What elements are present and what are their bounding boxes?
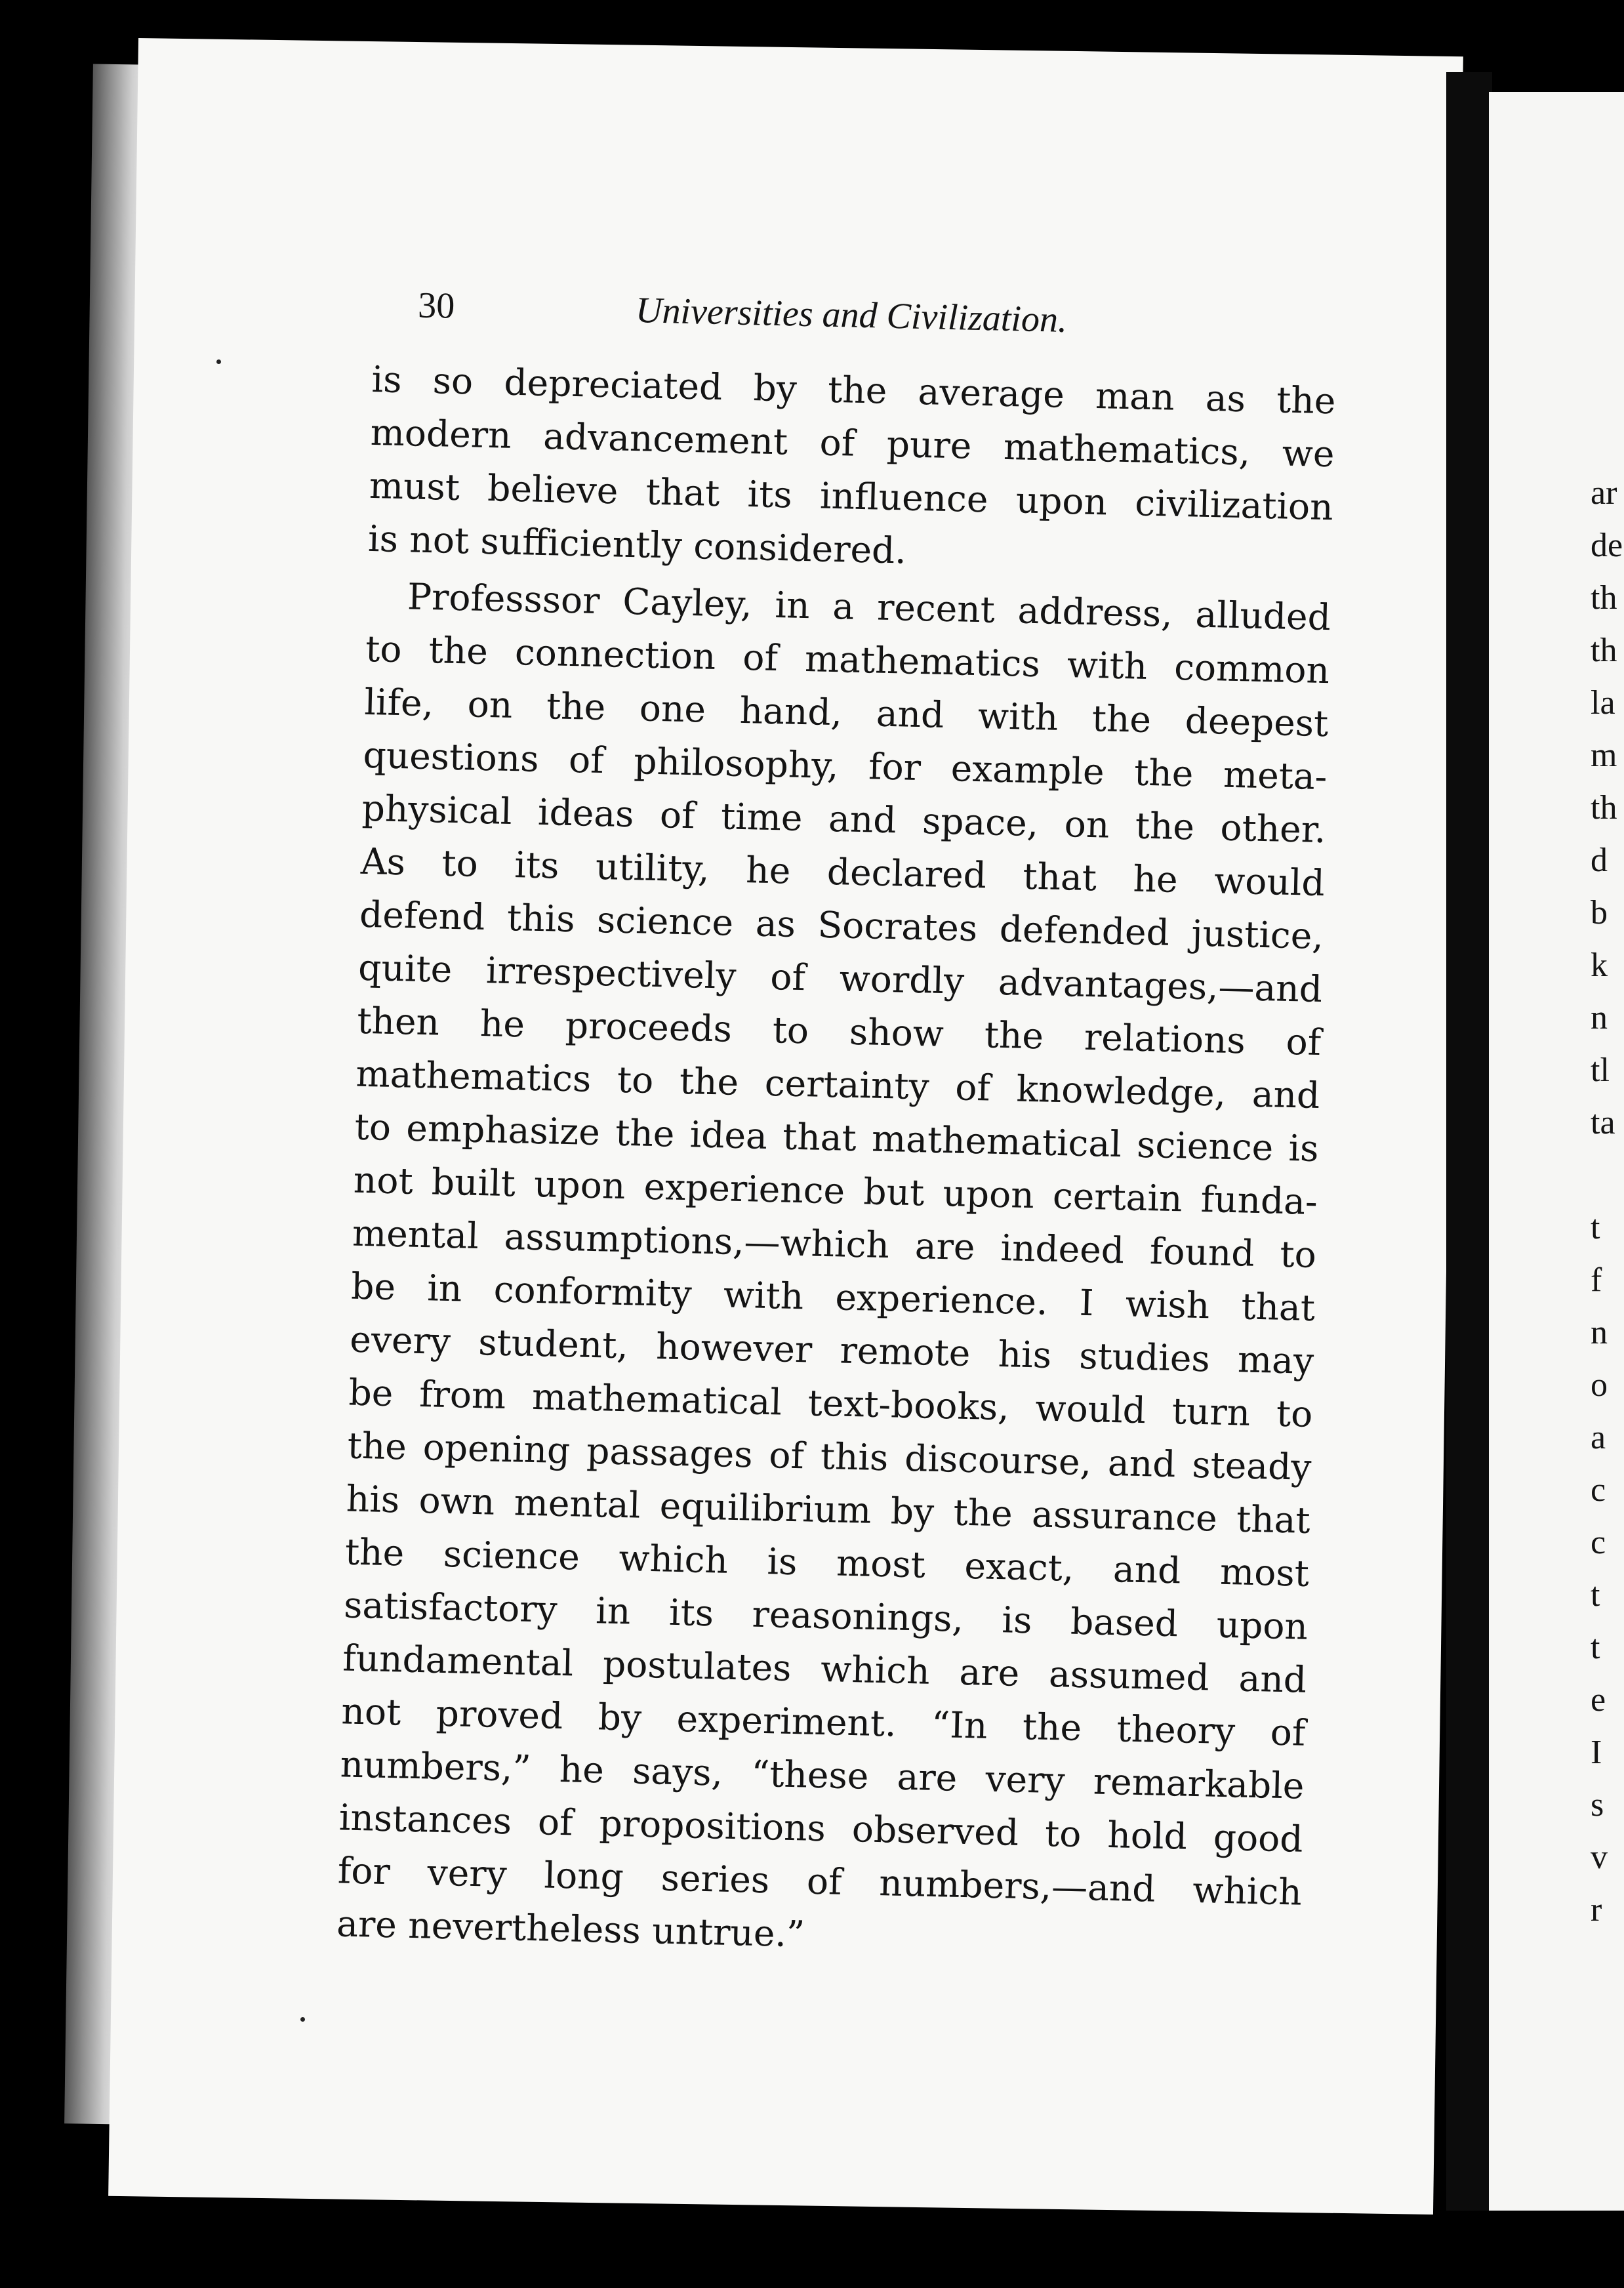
text-line: Professsor Cayley, in a recent address, alluded [407,575,1331,639]
page-number: 30 [417,285,455,327]
facing-page-fragment: n [1591,999,1608,1036]
text-line: modern advancement of pure mathematics, we [370,411,1335,476]
text-line: mathematics to the certainty of knowledge, and [355,1052,1321,1117]
facing-page-fragment: c [1591,1471,1606,1509]
text-line: quite irrespectively of wordly advantages,—and [357,946,1323,1011]
text-line: be from mathematical text-books, would turn to [348,1371,1313,1435]
text-line: are nevertheless untrue.” [336,1902,805,1955]
facing-page-fragment: c [1591,1524,1606,1561]
text-line: As to its utility, he declared that he would [360,840,1326,905]
text-line: is not sufficiently considered. [367,517,907,572]
text-line: to emphasize the idea that mathematical science is [354,1105,1320,1170]
facing-page-fragment: a [1591,1419,1606,1456]
facing-page-fragment [1591,1149,1623,1202]
facing-page-fragment: ta [1591,1104,1615,1141]
facing-page-fragment: t [1591,1209,1600,1246]
facing-page-fragment: tl [1591,1052,1610,1089]
facing-page-fragment: d [1591,842,1608,879]
text-line: mental assumptions,—which are indeed found to [352,1212,1317,1276]
facing-page-fragment: f [1591,1261,1602,1299]
text-line: to the connection of mathematics with common [365,627,1330,692]
text-line: numbers,” he says, “these are very remarkable [340,1743,1305,1807]
speck [216,359,221,364]
facing-page-fragment: e [1591,1681,1606,1719]
facing-page-fragment: t [1591,1629,1600,1666]
text-line: the opening passages of this discourse, and steady [347,1424,1312,1488]
facing-page-fragment: o [1591,1366,1608,1404]
text-line: defend this science as Socrates defended justice, [359,893,1324,958]
facing-page-fragment: th [1591,632,1617,669]
text-line: then he proceeds to show the relations of [356,999,1322,1064]
facing-page-fragment: m [1591,737,1617,774]
text-line: his own mental equilibrium by the assurance that [346,1477,1311,1542]
book-gutter [1446,72,1492,2211]
facing-page-fragment: n [1591,1314,1608,1351]
facing-page-fragment: la [1591,684,1615,722]
facing-page-fragment: r [1591,1891,1602,1929]
facing-page-text [1591,467,1623,1936]
text-line: be in conformity with experience. I wish that [350,1265,1316,1329]
body-text [336,353,1336,1972]
text-line: the science which is most exact, and most [344,1530,1310,1595]
facing-page-fragment: th [1591,789,1617,827]
facing-page-fragment: I [1591,1734,1602,1771]
running-head: Universities and Civilization. [635,290,1068,340]
text-line: instances of propositions observed to hold good [338,1796,1304,1860]
page-text-block [336,283,1337,1972]
facing-page-fragment: v [1591,1839,1608,1876]
text-line: must believe that its influence upon civilization [369,464,1334,529]
text-line: fundamental postulates which are assumed and [342,1637,1307,1701]
facing-page-fragment: b [1591,894,1608,931]
facing-page-fragment: k [1591,947,1608,984]
text-line: life, on the one hand, and with the deepest [363,680,1329,745]
text-line: satisfactory in its reasonings, is based upon [343,1583,1309,1648]
text-line: every student, however remote his studies may [349,1318,1314,1382]
speck [300,2017,305,2022]
facing-page-fragment: s [1591,1786,1604,1824]
facing-page-fragment: ar [1591,474,1617,512]
text-line: for very long series of numbers,—and which [337,1849,1303,1913]
facing-page-fragment: th [1591,579,1617,617]
facing-page-fragment: de [1591,527,1623,564]
text-line: is so depreciated by the average man as the [371,358,1337,422]
text-line: not built upon experience but upon certain funda- [353,1158,1318,1223]
text-line: questions of philosophy, for example the meta- [362,733,1328,798]
text-line: physical ideas of time and space, on the other. [361,786,1327,851]
text-line: not proved by experiment. “In the theory of [340,1690,1306,1754]
facing-page-fragment: t [1591,1576,1600,1614]
